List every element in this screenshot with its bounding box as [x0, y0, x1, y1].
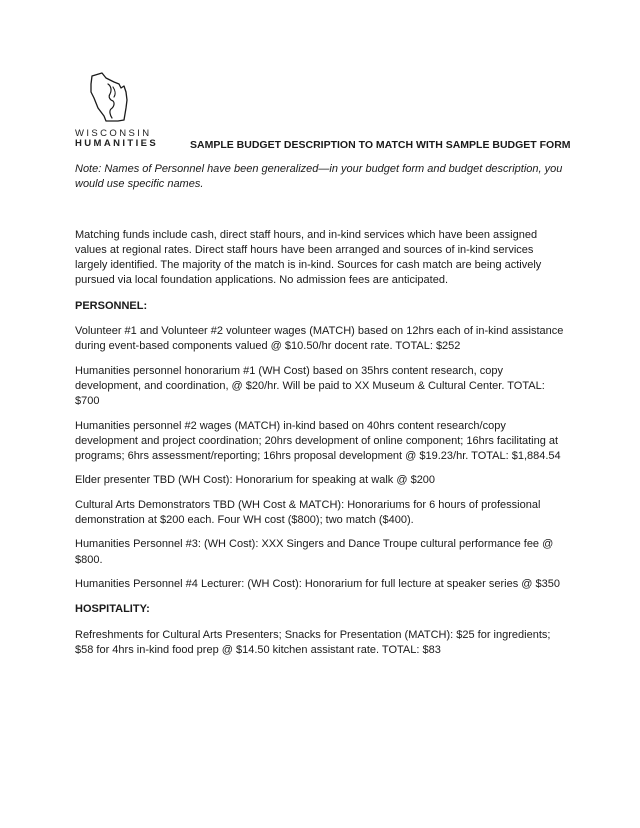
- personnel-item-honorarium-1: Humanities personnel honorarium #1 (WH Cost) based on 35hrs content research, copy development, and coordination, @ $20/hr. Will be paid to XX Museum & Cultural Center. TOTAL: $700: [75, 364, 545, 408]
- wisconsin-state-outline-icon: [88, 70, 134, 126]
- personnel-item-wages-2: Humanities personnel #2 wages (MATCH) in-kind based on 40hrs content research/copy development and project coordination; 20hrs development of online component; 16hrs facilitating at programs; 6hrs assessment/reporting; 16hrs proposal development @ $19.23/hr. TOTAL: $1,884.54: [75, 419, 561, 463]
- document-body: [75, 162, 567, 658]
- personnel-item-arts-demonstrators: Cultural Arts Demonstrators TBD (WH Cost & MATCH): Honorariums for 6 hours of professional demonstration at $200 each. Four WH cost ($800); two match ($400).: [75, 498, 541, 527]
- personnel-item-volunteers: Volunteer #1 and Volunteer #2 volunteer wages (MATCH) based on 12hrs each of in-kind assistance during event-based components valued @ $10.50/hr docent rate. TOTAL: $252: [75, 325, 564, 353]
- personnel-heading: PERSONNEL:: [75, 299, 148, 312]
- hospitality-item-refreshments: Refreshments for Cultural Arts Presenters; Snacks for Presentation (MATCH): $25 for ingredients; $58 for 4hrs in-kind food prep @ $14.50 kitchen assistant rate. TOTAL: $83: [75, 628, 551, 656]
- personnel-item-personnel-3: Humanities Personnel #3: (WH Cost): XXX Singers and Dance Troupe cultural performance fee @ $800.: [75, 538, 554, 566]
- personnel-item-lecturer-4: Humanities Personnel #4 Lecturer: (WH Cost): Honorarium for full lecture at speaker series @ $350: [75, 577, 560, 590]
- logo-text-wisconsin: WISCONSIN: [75, 128, 152, 139]
- personnel-note: Note: Names of Personnel have been generalized—in your budget form and budget description, you would use specific names.: [75, 163, 563, 191]
- matching-funds-paragraph: Matching funds include cash, direct staff hours, and in-kind services which have been assigned values at regional rates. Direct staff hours have been arranged and sources of in-kind services largely identified. The majority of the match is in-kind. Sources for cash match are being actively pursued via local foundation applications. No admission fees are anticipated.: [75, 228, 542, 287]
- personnel-item-elder-presenter: Elder presenter TBD (WH Cost): Honorarium for speaking at walk @ $200: [75, 474, 436, 487]
- wisconsin-humanities-logo: [74, 70, 158, 152]
- hospitality-heading: HOSPITALITY:: [75, 603, 150, 616]
- document-header: [74, 70, 574, 152]
- logo-text-humanities: HUMANITIES: [75, 138, 159, 149]
- document-title: SAMPLE BUDGET DESCRIPTION TO MATCH WITH SAMPLE BUDGET FORM: [190, 139, 571, 151]
